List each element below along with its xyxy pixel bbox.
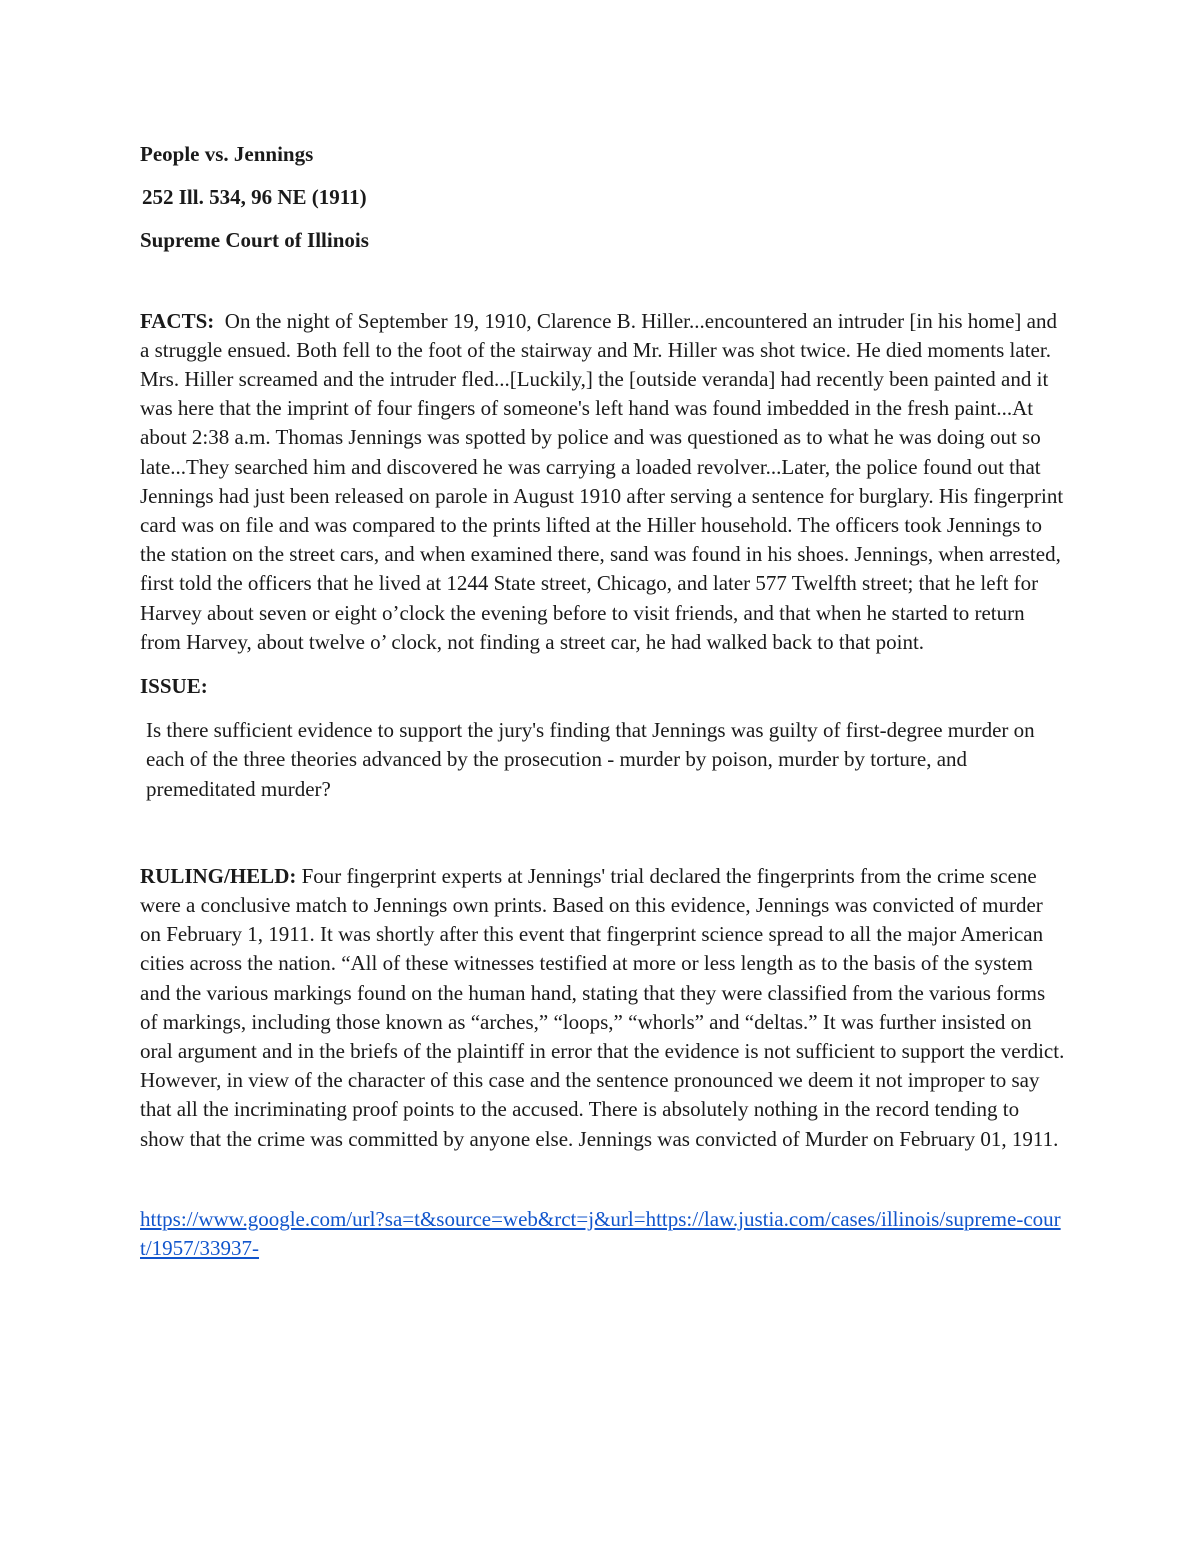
document-page [140, 140, 1065, 1263]
ruling-text: Four fingerprint experts at Jennings' trial declared the fingerprints from the crime scene were a conclusive match to Jennings own prints. Based on this evidence, Jennings was convicted of murder on February 1, 1911. It was shortly after this event that fingerprint science spread to all the major American cities across the nation. “All of these witnesses testified at more or less length as to the basis of the system and the various markings found on the human hand, stating that they were classified from the various forms of markings, including those known as “arches,” “loops,” “whorls” and “deltas.” It was further insisted on oral argument and in the briefs of the plaintiff in error that the evidence is not sufficient to support the verdict. However, in view of the character of this case and the sentence pronounced we deem it not improper to say that all the incriminating proof points to the accused. There is absolutely nothing in the record tending to show that the crime was committed by anyone else. Jennings was convicted of Murder on February 01, 1911. [140, 863, 1065, 1151]
facts-paragraph [140, 307, 1065, 657]
court-name: Supreme Court of Illinois [140, 228, 369, 253]
source-link[interactable]: https://www.google.com/url?sa=t&source=web&rct=j&url=https://law.justia.com/cases/illinois/supreme-court/1957/33937- [140, 1206, 1061, 1261]
case-citation: 252 Ill. 534, 96 NE (1911) [142, 185, 367, 210]
ruling-paragraph [140, 862, 1065, 1154]
issue-text: Is there sufficient evidence to support the jury's finding that Jennings was guilty of first-degree murder on each of the three theories advanced by the prosecution - murder by poison, murder by torture, and premeditated murder? [146, 718, 1035, 801]
facts-label: FACTS: [140, 308, 215, 333]
issue-label: ISSUE: [140, 674, 208, 699]
facts-text: On the night of September 19, 1910, Clarence B. Hiller...encountered an intruder [in his home] and a struggle ensued. Both fell to the foot of the stairway and Mr. Hiller was shot twice. He died moments later. Mrs. Hiller screamed and the intruder fled...[Luckily,] the [outside veranda] had recently been painted and it was here that the imprint of four fingers of someone's left hand was found imbedded in the fresh paint...At about 2:38 a.m. Thomas Jennings was spotted by police and was questioned as to what he was doing out so late...They searched him and discovered he was carrying a loaded revolver...Later, the police found out that Jennings had just been released on parole in August 1910 after serving a sentence for burglary. His fingerprint card was on file and was compared to the prints lifted at the Hiller household. The officers took Jennings to the station on the street cars, and when examined there, sand was found in his shoes. Jennings, when arrested, first told the officers that he lived at 1244 State street, Chicago, and later 577 Twelfth street; that he left for Harvey about seven or eight o’clock the evening before to visit friends, and that when he started to return from Harvey, about twelve o’ clock, not finding a street car, he had walked back to that point. [140, 308, 1064, 654]
ruling-label: RULING/HELD: [140, 863, 297, 888]
case-title: People vs. Jennings [140, 142, 314, 166]
